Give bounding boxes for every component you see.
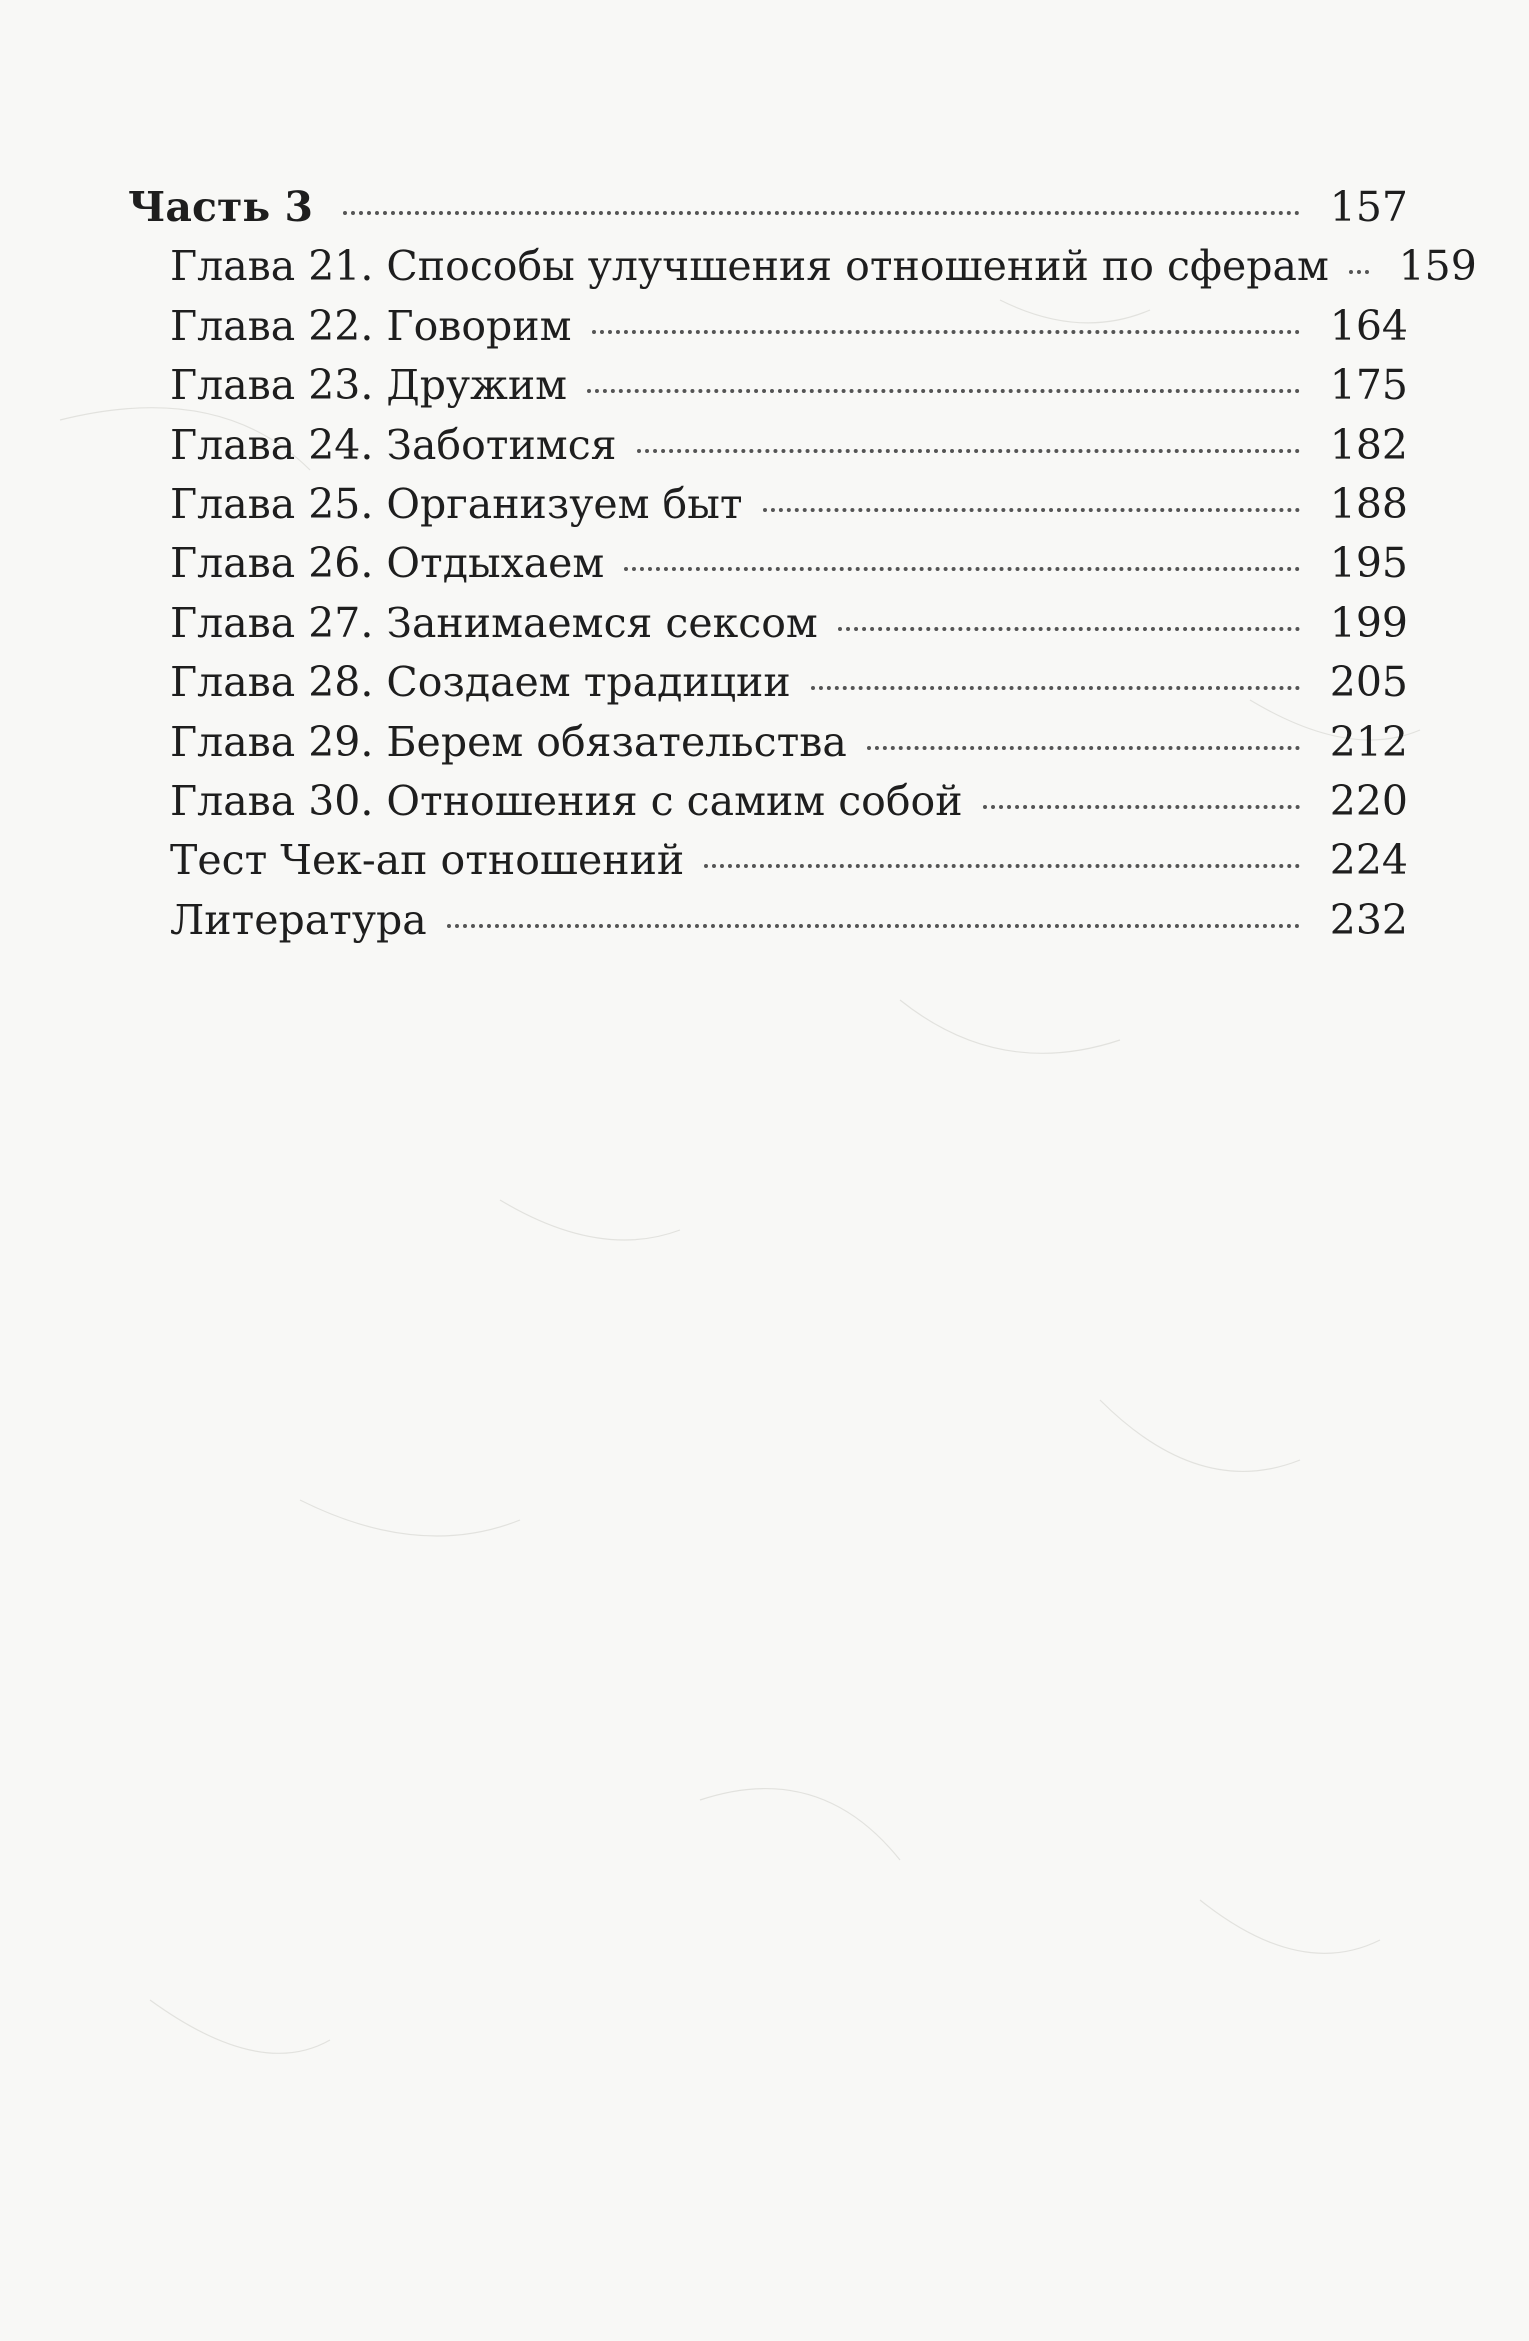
dot-leader [983,805,1300,809]
toc-entry-chapter-26[interactable] [128,534,1408,593]
toc-part-title: Часть 3 [128,183,314,231]
toc-page-number: 232 [1329,895,1408,944]
toc-entry-title: Глава 21. Способы улучшения отношений по сферам [170,242,1329,291]
dot-leader [343,211,1300,215]
toc-page-number: 175 [1329,361,1408,410]
toc-entry-title: Глава 29. Берем обязательства [170,717,847,766]
dot-leader [867,746,1300,750]
toc-page-number: 157 [1329,183,1408,231]
toc-entry-chapter-30[interactable] [128,772,1408,831]
toc-entry-title: Глава 28. Создаем традиции [170,658,791,707]
toc-part-entry[interactable] [128,178,1408,237]
toc-entry-title: Глава 24. Заботимся [170,420,617,469]
toc-page-number: 220 [1329,776,1408,825]
toc-page-number: 212 [1329,717,1408,766]
dot-leader [447,924,1300,928]
toc-entry-chapter-28[interactable] [128,653,1408,712]
toc-entry-title: Литература [170,895,427,944]
toc-page-number: 199 [1329,598,1408,647]
dot-leader [763,508,1300,512]
toc-page-number: 195 [1329,539,1408,588]
toc-page-number: 164 [1329,301,1408,350]
toc-entry-chapter-29[interactable] [128,713,1408,772]
dot-leader [637,449,1300,453]
dot-leader [1349,270,1369,274]
toc-entry-chapter-22[interactable] [128,297,1408,356]
toc-entry-literature[interactable] [128,891,1408,950]
dot-leader [624,567,1300,571]
toc-entry-chapter-21[interactable] [128,237,1477,296]
dot-leader [811,686,1300,690]
toc-page-number: 205 [1329,658,1408,707]
dot-leader [592,330,1301,334]
toc-page-number: 182 [1329,420,1408,469]
toc-entry-title: Глава 30. Отношения с самим собой [170,776,963,825]
toc-page-number: 224 [1329,836,1408,885]
dot-leader [587,389,1300,393]
toc-entry-chapter-27[interactable] [128,594,1408,653]
toc-entry-chapter-23[interactable] [128,356,1408,415]
toc-entry-title: Глава 23. Дружим [170,361,568,410]
toc-entry-title: Глава 25. Организуем быт [170,479,743,528]
toc-entry-title: Глава 26. Отдыхаем [170,539,605,588]
dot-leader [838,627,1300,631]
toc-entry-title: Тест Чек-ап отношений [170,836,685,885]
toc-entry-chapter-24[interactable] [128,416,1408,475]
table-of-contents [128,178,1477,950]
toc-entry-title: Глава 27. Занимаемся сексом [170,598,818,647]
toc-page-number: 159 [1398,242,1477,291]
dot-leader [704,864,1300,868]
toc-entry-test[interactable] [128,831,1408,890]
toc-entry-chapter-25[interactable] [128,475,1408,534]
toc-page-number: 188 [1329,479,1408,528]
toc-entry-title: Глава 22. Говорим [170,301,572,350]
